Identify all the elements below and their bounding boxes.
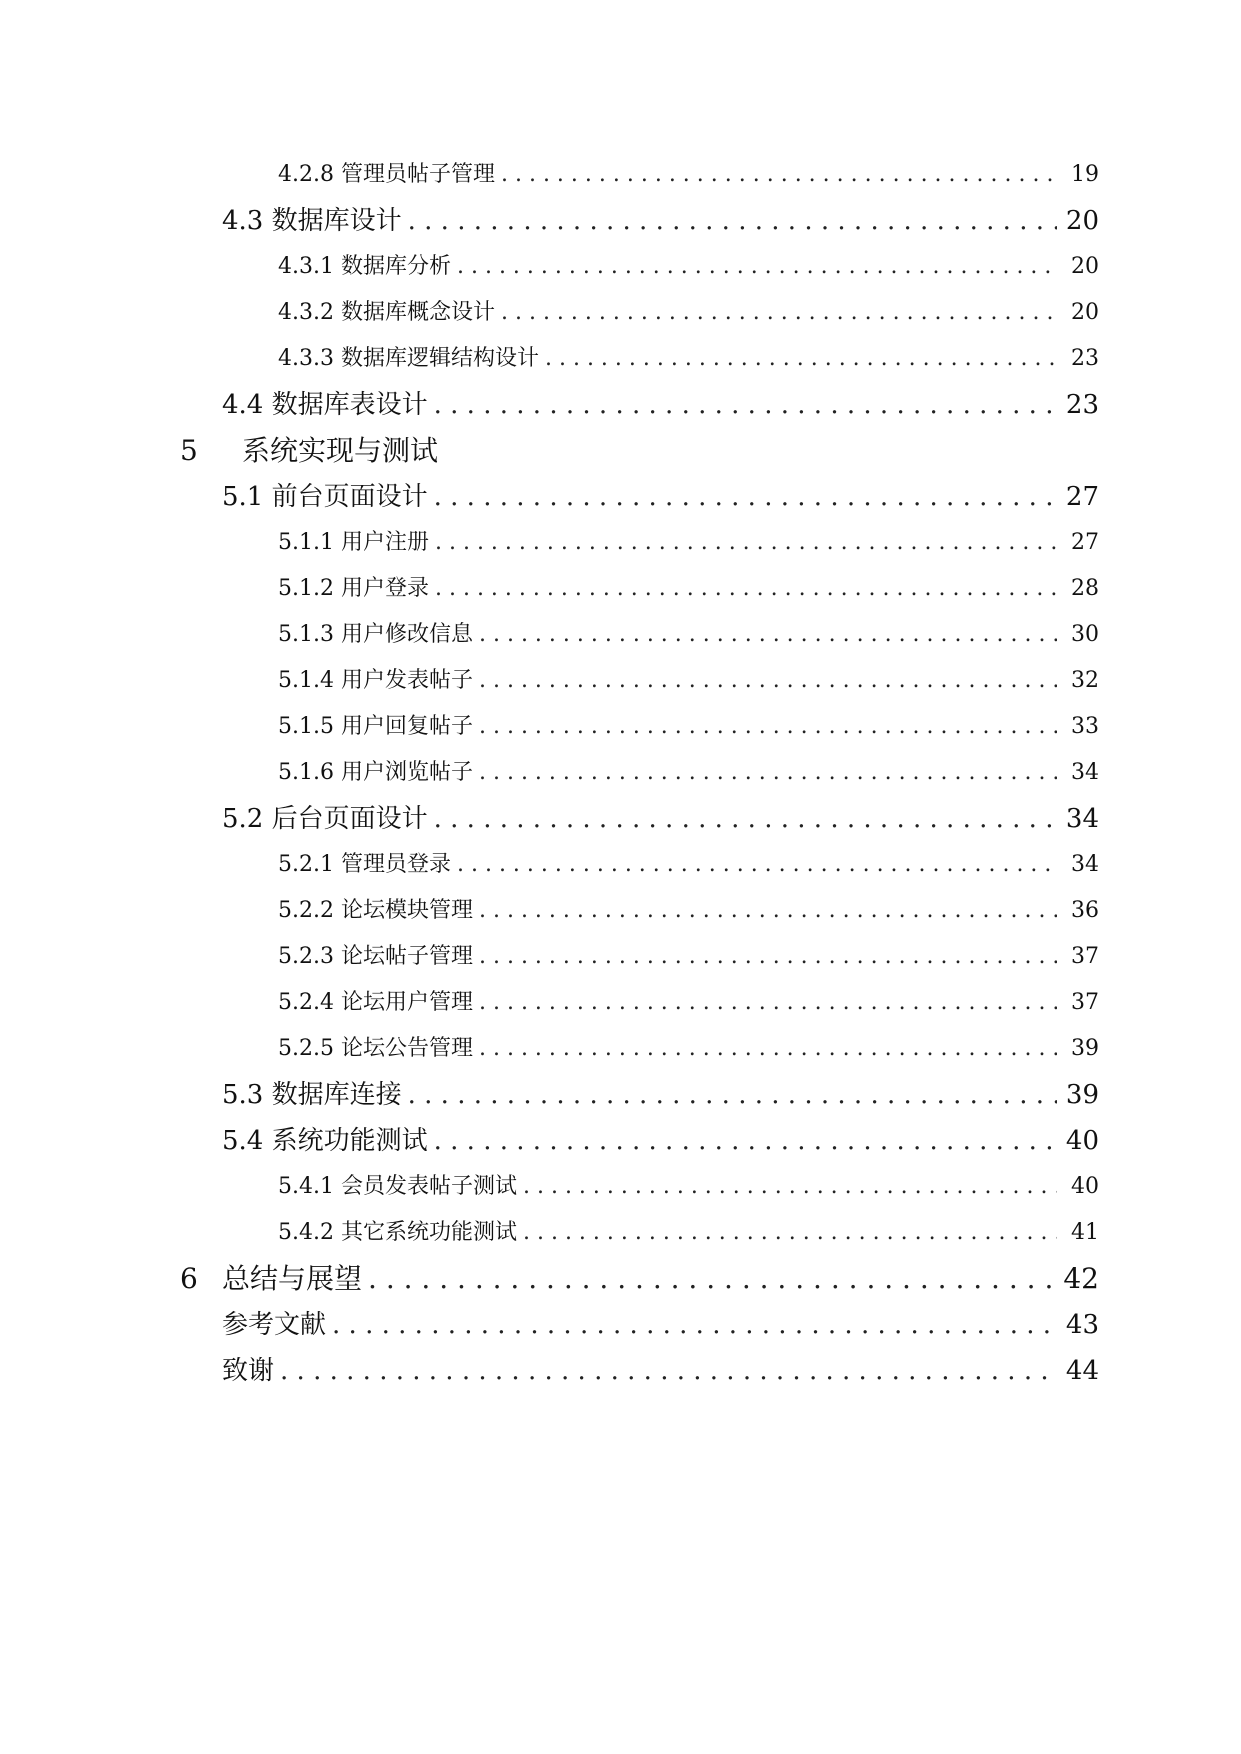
dot-leader (523, 1164, 1057, 1210)
dot-leader (280, 1348, 1057, 1394)
chapter-title: 总结与展望 (222, 1262, 363, 1295)
toc-entry[interactable] (0, 474, 1241, 520)
dot-leader (434, 796, 1057, 842)
toc-entry-page-number: 27 (1065, 482, 1099, 512)
toc-entry[interactable] (0, 1348, 1241, 1394)
toc-entry-page-number: 39 (1071, 1036, 1099, 1061)
dot-leader (434, 1118, 1057, 1164)
dot-leader (523, 1210, 1057, 1256)
dot-leader (368, 1256, 1057, 1302)
toc-entry-title: 5.4 系统功能测试 (222, 1126, 428, 1156)
toc-entry-page-number: 37 (1071, 944, 1099, 969)
dot-leader (332, 1302, 1057, 1348)
toc-entry-page-number: 42 (1063, 1262, 1099, 1295)
toc-entry-page-number: 36 (1071, 898, 1099, 923)
toc-entry-title: 5.1.4 用户发表帖子 (278, 668, 473, 693)
dot-leader (479, 612, 1057, 658)
toc-entry-title: 5.2.3 论坛帖子管理 (278, 944, 473, 969)
toc-entry-title: 4.3 数据库设计 (222, 206, 402, 236)
toc-entry-page-number: 44 (1065, 1356, 1099, 1386)
toc-entry-page-number: 30 (1071, 622, 1099, 647)
toc-entry[interactable] (0, 980, 1241, 1026)
toc-entry[interactable] (0, 1026, 1241, 1072)
toc-entry-title: 5.2.1 管理员登录 (278, 852, 451, 877)
toc-entry-title: 5.1.1 用户注册 (278, 530, 429, 555)
toc-entry-title (180, 428, 438, 474)
toc-entry[interactable] (0, 290, 1241, 336)
dot-leader (434, 474, 1057, 520)
table-of-contents (0, 152, 1241, 1394)
toc-entry-title: 5.2 后台页面设计 (222, 804, 428, 834)
toc-entry[interactable] (0, 704, 1241, 750)
toc-entry[interactable] (0, 1118, 1241, 1164)
dot-leader (479, 980, 1057, 1026)
toc-entry-page-number: 28 (1071, 576, 1099, 601)
toc-entry-page-number: 39 (1065, 1080, 1099, 1110)
toc-entry[interactable] (0, 520, 1241, 566)
dot-leader (408, 198, 1057, 244)
dot-leader (435, 520, 1057, 566)
toc-entry-page-number: 20 (1065, 206, 1099, 236)
toc-entry-page-number: 23 (1071, 346, 1099, 371)
dot-leader (479, 934, 1057, 980)
toc-entry[interactable] (0, 612, 1241, 658)
toc-entry-title: 5.1.2 用户登录 (278, 576, 429, 601)
toc-entry[interactable] (0, 1210, 1241, 1256)
dot-leader (479, 704, 1057, 750)
toc-entry-title: 4.4 数据库表设计 (222, 390, 428, 420)
toc-entry-page-number: 34 (1065, 804, 1099, 834)
toc-entry[interactable] (0, 336, 1241, 382)
toc-entry-title: 5.4.1 会员发表帖子测试 (278, 1174, 517, 1199)
toc-entry[interactable] (0, 244, 1241, 290)
dot-leader (479, 888, 1057, 934)
toc-entry-title: 5.1.6 用户浏览帖子 (278, 760, 473, 785)
toc-entry-title: 4.2.8 管理员帖子管理 (278, 162, 495, 187)
toc-entry-title: 4.3.3 数据库逻辑结构设计 (278, 346, 539, 371)
dot-leader (479, 750, 1057, 796)
chapter-number: 5 (180, 434, 198, 467)
toc-entry-page-number: 43 (1065, 1310, 1099, 1340)
toc-entry[interactable] (0, 750, 1241, 796)
toc-entry-title (180, 1256, 362, 1302)
toc-entry[interactable] (0, 152, 1241, 198)
toc-entry-title: 5.1.3 用户修改信息 (278, 622, 473, 647)
dot-leader (545, 336, 1057, 382)
toc-entry-page-number: 40 (1071, 1174, 1099, 1199)
toc-entry-title: 致谢 (222, 1356, 275, 1386)
toc-entry-title: 5.2.4 论坛用户管理 (278, 990, 473, 1015)
dot-leader (479, 1026, 1057, 1072)
toc-entry-title: 5.2.5 论坛公告管理 (278, 1036, 473, 1061)
toc-entry-title: 5.3 数据库连接 (222, 1080, 402, 1110)
dot-leader (501, 290, 1057, 336)
toc-entry-page-number: 37 (1071, 990, 1099, 1015)
toc-entry-page-number: 27 (1071, 530, 1099, 555)
toc-entry[interactable] (0, 888, 1241, 934)
toc-entry[interactable] (0, 1164, 1241, 1210)
dot-leader (434, 382, 1057, 428)
toc-entry-page-number: 19 (1071, 162, 1099, 187)
toc-entry[interactable] (0, 428, 1241, 474)
toc-entry[interactable] (0, 198, 1241, 244)
toc-entry[interactable] (0, 934, 1241, 980)
toc-entry-title: 参考文献 (222, 1310, 327, 1340)
toc-entry-page-number: 34 (1071, 852, 1099, 877)
dot-leader (457, 842, 1057, 888)
toc-entry[interactable] (0, 796, 1241, 842)
toc-entry-title: 5.1 前台页面设计 (222, 482, 428, 512)
toc-entry-page-number: 20 (1071, 254, 1099, 279)
toc-entry-page-number: 34 (1071, 760, 1099, 785)
toc-entry-page-number: 20 (1071, 300, 1099, 325)
toc-entry[interactable] (0, 566, 1241, 612)
toc-entry-title: 5.1.5 用户回复帖子 (278, 714, 473, 739)
toc-entry-page-number: 33 (1071, 714, 1099, 739)
dot-leader (479, 658, 1057, 704)
toc-entry-page-number: 41 (1071, 1220, 1099, 1245)
toc-entry[interactable] (0, 658, 1241, 704)
chapter-title: 系统实现与测试 (242, 434, 439, 467)
chapter-number: 6 (180, 1262, 198, 1295)
toc-entry-page-number: 32 (1071, 668, 1099, 693)
dot-leader (435, 566, 1057, 612)
toc-entry-page-number: 40 (1065, 1126, 1099, 1156)
toc-entry[interactable] (0, 1302, 1241, 1348)
toc-entry-title: 5.4.2 其它系统功能测试 (278, 1220, 517, 1245)
dot-leader (457, 244, 1057, 290)
toc-entry-page-number: 23 (1065, 390, 1099, 420)
toc-entry-title: 4.3.2 数据库概念设计 (278, 300, 495, 325)
toc-entry[interactable] (0, 1072, 1241, 1118)
toc-entry[interactable] (0, 842, 1241, 888)
dot-leader (408, 1072, 1057, 1118)
toc-entry[interactable] (0, 1256, 1241, 1302)
toc-entry[interactable] (0, 382, 1241, 428)
toc-entry-title: 4.3.1 数据库分析 (278, 254, 451, 279)
toc-entry-title: 5.2.2 论坛模块管理 (278, 898, 473, 923)
dot-leader (501, 152, 1057, 198)
